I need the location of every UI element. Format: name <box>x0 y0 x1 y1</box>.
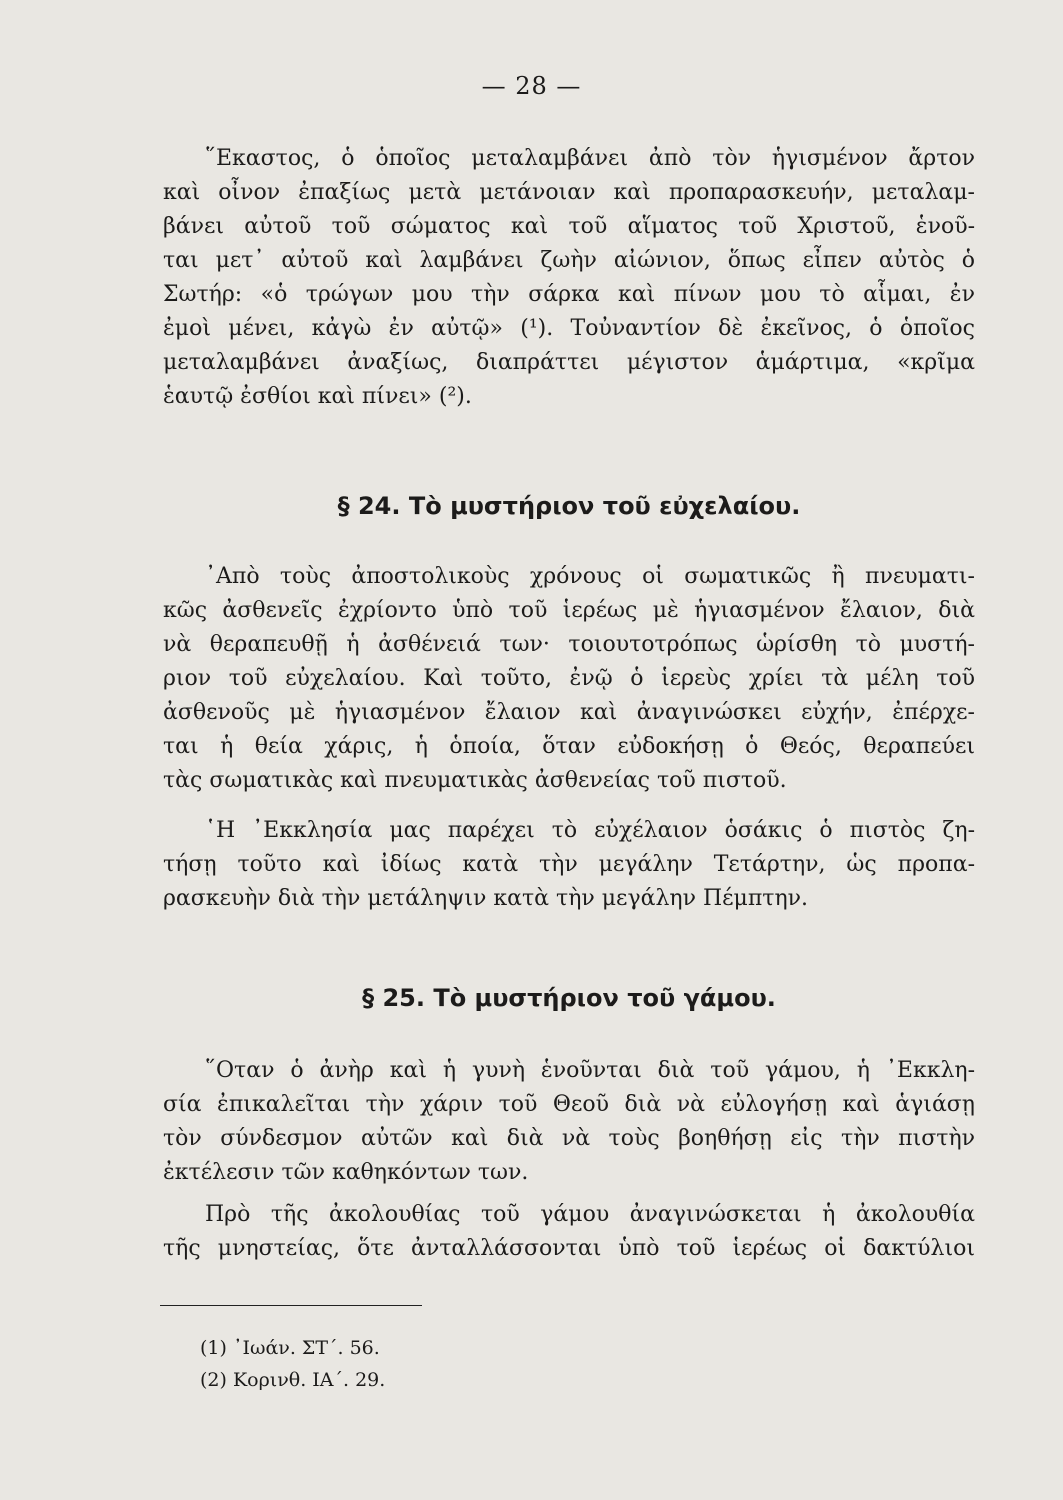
footnote-2: (2) Κορινθ. ΙΑ΄. 29. <box>200 1369 386 1391</box>
text-line: νὰ θεραπευθῇ ἡ ἀσθένειά των· τοιουτοτρόπως ὡρίσθη τὸ μυστή- <box>163 632 975 657</box>
text-line: καὶ οἶνον ἐπαξίως μετὰ μετάνοιαν καὶ προπαρασκευήν, μεταλαμ- <box>163 180 975 205</box>
footnotes <box>200 1332 385 1396</box>
text-line: ῞Οταν ὁ ἀνὴρ καὶ ἡ γυνὴ ἑνοῦνται διὰ τοῦ γάμου, ἡ ᾽Εκκλη- <box>205 1058 975 1083</box>
text-line: ἐκτέλεσιν τῶν καθηκόντων των. <box>163 1160 529 1185</box>
text-line: ῾Η ᾽Εκκλησία μας παρέχει τὸ εὐχέλαιον ὁσάκις ὁ πιστὸς ζη- <box>205 818 975 843</box>
text-line: ἀσθενοῦς μὲ ἡγιασμένον ἔλαιον καὶ ἀναγινώσκει εὐχήν, ἐπέρχε- <box>163 700 975 725</box>
section-heading-25: § 25. Τὸ μυστήριον τοῦ γάμου. <box>362 984 776 1012</box>
text-line: ᾽Απὸ τοὺς ἀποστολικοὺς χρόνους οἱ σωματικῶς ἢ πνευματι- <box>205 564 975 589</box>
text-line: τὰς σωματικὰς καὶ πνευματικὰς ἀσθενείας τοῦ πιστοῦ. <box>163 768 787 793</box>
paragraph-unction <box>163 560 975 798</box>
text-line: ται μετ᾽ αὐτοῦ καὶ λαμβάνει ζωὴν αἰώνιον, ὅπως εἶπεν αὐτὸς ὁ <box>163 248 975 273</box>
text-line: ριον τοῦ εὐχελαίου. Καὶ τοῦτο, ἐνῷ ὁ ἱερεὺς χρίει τὰ μέλη τοῦ <box>163 666 975 691</box>
text-line: μεταλαμβάνει ἀναξίως, διαπράττει μέγιστον ἁμάρτιμα, «κρῖμα <box>163 350 975 375</box>
text-line: ται ἡ θεία χάρις, ἡ ὁποία, ὅταν εὐδοκήσῃ ὁ Θεός, θεραπεύει <box>163 734 975 759</box>
text-line: Πρὸ τῆς ἀκολουθίας τοῦ γάμου ἀναγινώσκεται ἡ ἀκολουθία <box>205 1202 975 1227</box>
text-line: τήσῃ τοῦτο καὶ ἰδίως κατὰ τὴν μεγάλην Τετάρτην, ὡς προπα- <box>163 852 975 877</box>
paragraph-church-unction <box>163 814 975 916</box>
text-line: ρασκευὴν διὰ τὴν μετάληψιν κατὰ τὴν μεγάλην Πέμπτην. <box>163 886 809 911</box>
text-line: τῆς μνηστείας, ὅτε ἀνταλλάσσονται ὑπὸ τοῦ ἱερέως οἱ δακτύλιοι <box>163 1236 975 1261</box>
section-heading-24: § 24. Τὸ μυστήριον τοῦ εὐχελαίου. <box>337 492 801 520</box>
text-line: ῞Εκαστος, ὁ ὁποῖος μεταλαμβάνει ἀπὸ τὸν ἡγισμένον ἄρτον <box>205 146 975 171</box>
paragraph-eucharist <box>163 142 975 414</box>
footnote-divider <box>160 1305 422 1306</box>
paragraph-betrothal <box>163 1198 975 1266</box>
text-line: βάνει αὐτοῦ τοῦ σώματος καὶ τοῦ αἵματος τοῦ Χριστοῦ, ἑνοῦ- <box>163 214 975 239</box>
text-line: κῶς ἀσθενεῖς ἐχρίοντο ὑπὸ τοῦ ἱερέως μὲ ἡγιασμένον ἔλαιον, διὰ <box>163 598 975 623</box>
text-line: Σωτήρ: «ὁ τρώγων μου τὴν σάρκα καὶ πίνων μου τὸ αἷμαι, ἐν <box>163 282 975 307</box>
text-line: σία ἐπικαλεῖται τὴν χάριν τοῦ Θεοῦ διὰ νὰ εὐλογήσῃ καὶ ἁγιάσῃ <box>163 1092 975 1117</box>
text-line: ἐμοὶ μένει, κἀγὼ ἐν αὐτῷ» (¹). Τοὐναντίον δὲ ἐκεῖνος, ὁ ὁποῖος <box>163 316 975 341</box>
text-line: ἑαυτῷ ἐσθίοι καὶ πίνει» (²). <box>163 384 472 409</box>
paragraph-marriage <box>163 1054 975 1190</box>
text-line: τὸν σύνδεσμον αὐτῶν καὶ διὰ νὰ τοὺς βοηθήσῃ εἰς τὴν πιστὴν <box>163 1126 975 1151</box>
footnote-1: (1) ᾽Ιωάν. ΣΤ΄. 56. <box>200 1337 380 1359</box>
page-number: — 28 — <box>481 72 582 100</box>
